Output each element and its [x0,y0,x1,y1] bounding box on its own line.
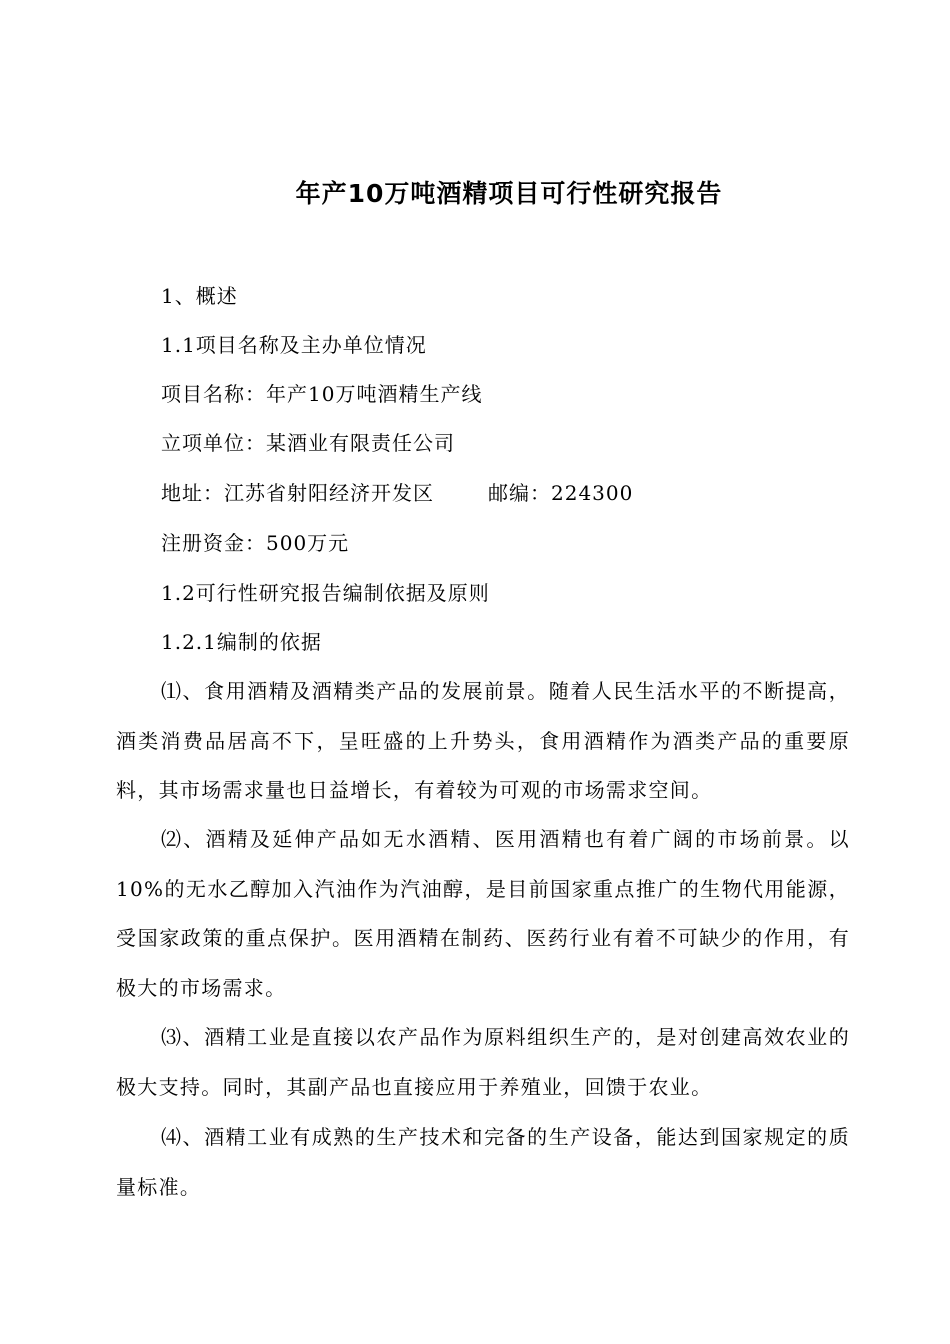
postcode-text: 邮编：224300 [488,481,634,505]
paragraph-3: ⑶、酒精工业是直接以农产品作为原料组织生产的，是对创建高效农业的极大支持。同时，其副产品也直接应用于养殖业，回馈于农业。 [116,1025,850,1099]
project-name-line: 项目名称：年产10万吨酒精生产线 [161,382,483,406]
document-title: 年产10万吨酒精项目可行性研究报告 [295,179,723,208]
section-heading-basis-principles: 1.2可行性研究报告编制依据及原则 [161,581,490,605]
paragraph-2: ⑵、酒精及延伸产品如无水酒精、医用酒精也有着广阔的市场前景。以10%的无水乙醇加入汽油作为汽油醇，是目前国家重点推广的生物代用能源，受国家政策的重点保护。医用酒精在制药、医药行业有着不可缺少的作用，有极大的市场需求。 [116,827,850,1000]
section-heading-basis: 1.2.1编制的依据 [161,630,322,654]
paragraph-4: ⑷、酒精工业有成熟的生产技术和完备的生产设备，能达到国家规定的质量标准。 [116,1125,850,1199]
project-unit-line: 立项单位：某酒业有限责任公司 [161,431,455,455]
address-line [161,478,633,508]
capital-line: 注册资金：500万元 [161,531,350,555]
address-text: 地址：江苏省射阳经济开发区 [161,481,434,505]
section-heading-project-info: 1.1项目名称及主办单位情况 [161,333,427,357]
paragraph-1: ⑴、食用酒精及酒精类产品的发展前景。随着人民生活水平的不断提高，酒类消费品居高不下，呈旺盛的上升势头，食用酒精作为酒类产品的重要原料，其市场需求量也日益增长，有着较为可观的市场需求空间。 [116,679,850,803]
section-heading-overview: 1、概述 [161,284,238,308]
